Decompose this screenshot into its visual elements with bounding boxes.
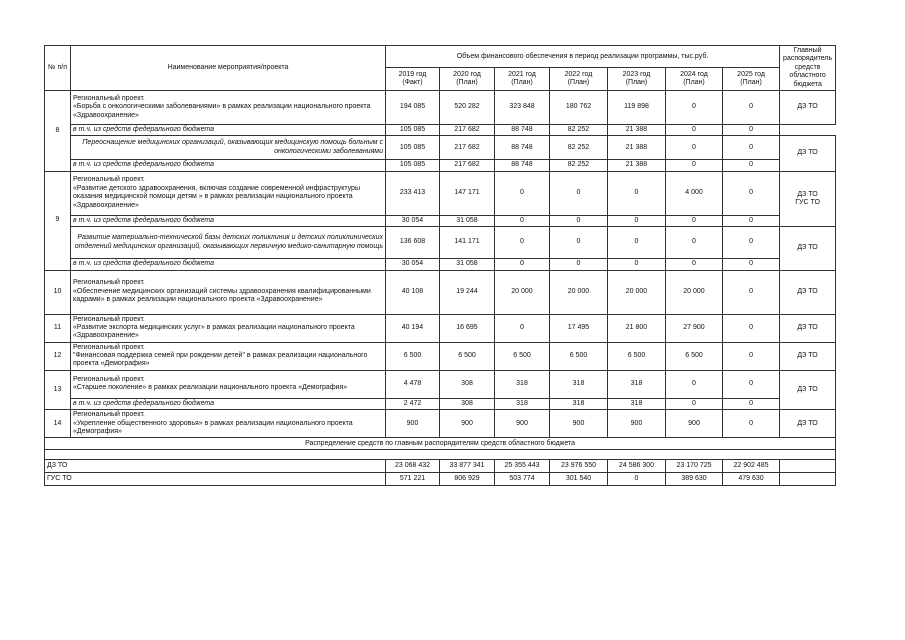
value-cell: 30 054: [386, 259, 440, 270]
distributor-cell: ДЗ ТО: [780, 270, 836, 314]
row-name: в т.ч. из средств федерального бюджета: [71, 124, 386, 135]
col-header-volume: Объем финансового обеспечения в период реализации программы, тыс.руб.: [386, 46, 780, 68]
value-cell: 0: [723, 160, 780, 171]
col-header-num: № п/п: [45, 46, 71, 91]
row-name: в т.ч. из средств федерального бюджета: [71, 398, 386, 409]
row-name: Региональный проект. "Финансовая поддержка семей при рождении детей" в рамках реализации национального проекта «Демография»: [71, 342, 386, 370]
value-cell: 0: [723, 314, 780, 342]
value-cell: 4 000: [666, 171, 723, 215]
value-cell: 318: [608, 398, 666, 409]
value-cell: 318: [495, 370, 550, 398]
value-cell: 40 194: [386, 314, 440, 342]
value-cell: 21 388: [608, 136, 666, 160]
year-label: 2022 год: [564, 70, 593, 78]
table-row: [45, 270, 836, 314]
value-cell: 20 000: [608, 270, 666, 314]
col-header-year: [386, 68, 440, 90]
value-cell: 900: [495, 410, 550, 438]
row-number: 12: [45, 342, 71, 370]
total-value: 806 929: [440, 473, 495, 486]
value-cell: 105 085: [386, 124, 440, 135]
total-value: 23 068 432: [386, 460, 440, 473]
row-name: Региональный проект. «Борьба с онкологическими заболеваниями» в рамках реализации национального проекта «Здравоохранение»: [71, 90, 386, 124]
value-cell: 217 682: [440, 160, 495, 171]
total-value: 571 221: [386, 473, 440, 486]
value-cell: 31 058: [440, 215, 495, 226]
total-value: 24 586 300: [608, 460, 666, 473]
year-label: 2024 год: [680, 70, 708, 78]
row-number: 11: [45, 314, 71, 342]
table-row: [45, 136, 836, 160]
year-type: (План): [511, 79, 533, 87]
row-number: 9: [45, 171, 71, 270]
table-row: [45, 398, 836, 409]
value-cell: 318: [608, 370, 666, 398]
table-row: [45, 450, 836, 460]
value-cell: 900: [608, 410, 666, 438]
col-header-year: [440, 68, 495, 90]
total-label: ГУС ТО: [45, 473, 386, 486]
value-cell: 20 000: [666, 270, 723, 314]
value-cell: 82 252: [550, 160, 608, 171]
value-cell: 0: [495, 314, 550, 342]
year-label: 2019 год: [398, 70, 427, 78]
value-cell: 0: [666, 136, 723, 160]
table-row: [45, 314, 836, 342]
table-row: [45, 473, 836, 486]
year-type: (План): [625, 79, 648, 87]
value-cell: 141 171: [440, 227, 495, 259]
value-cell: 217 682: [440, 124, 495, 135]
value-cell: 20 000: [495, 270, 550, 314]
value-cell: 0: [608, 171, 666, 215]
value-cell: 136 608: [386, 227, 440, 259]
value-cell: 323 848: [495, 90, 550, 124]
value-cell: 318: [550, 398, 608, 409]
value-cell: 0: [723, 124, 780, 135]
value-cell: 20 000: [550, 270, 608, 314]
value-cell: 900: [386, 410, 440, 438]
year-type: (Факт): [402, 79, 423, 87]
table-row: [45, 460, 836, 473]
value-cell: 6 500: [666, 342, 723, 370]
value-cell: 0: [550, 215, 608, 226]
row-name: в т.ч. из средств федерального бюджета: [71, 160, 386, 171]
distributor-cell: ДЗ ТО: [780, 227, 836, 270]
value-cell: 2 472: [386, 398, 440, 409]
value-cell: 0: [723, 259, 780, 270]
distributor-cell: ДЗ ТО: [780, 410, 836, 438]
row-name: в т.ч. из средств федерального бюджета: [71, 259, 386, 270]
distributor-cell: ДЗ ТО ГУС ТО: [780, 171, 836, 226]
row-name: Региональный проект. «Старшее поколение» в рамках реализации национального проекта «Демография»: [71, 370, 386, 398]
value-cell: 900: [550, 410, 608, 438]
value-cell: 6 500: [550, 342, 608, 370]
value-cell: 900: [666, 410, 723, 438]
value-cell: 0: [550, 227, 608, 259]
table-row: [45, 410, 836, 438]
value-cell: 0: [666, 215, 723, 226]
year-type: (План): [456, 79, 478, 87]
col-header-distributor: Главный распорядитель средств областного бюджета: [780, 46, 836, 91]
col-header-year: [608, 68, 666, 90]
total-empty: [780, 473, 836, 486]
budget-table: [44, 45, 836, 486]
value-cell: 6 500: [386, 342, 440, 370]
value-cell: 0: [495, 215, 550, 226]
total-value: 503 774: [495, 473, 550, 486]
value-cell: 0: [550, 259, 608, 270]
value-cell: 0: [666, 124, 723, 135]
total-value: 301 540: [550, 473, 608, 486]
value-cell: 0: [666, 227, 723, 259]
value-cell: 0: [666, 160, 723, 171]
value-cell: 21 800: [608, 314, 666, 342]
value-cell: 0: [723, 215, 780, 226]
row-number: 10: [45, 270, 71, 314]
total-value: 22 902 485: [723, 460, 780, 473]
value-cell: 6 500: [440, 342, 495, 370]
value-cell: 119 898: [608, 90, 666, 124]
value-cell: 900: [440, 410, 495, 438]
value-cell: 233 413: [386, 171, 440, 215]
value-cell: 31 058: [440, 259, 495, 270]
value-cell: 0: [608, 227, 666, 259]
distributor-cell: ДЗ ТО: [780, 342, 836, 370]
distribution-title: Распределение средств по главным распорядителям средств областного бюджета: [45, 438, 836, 450]
total-value: 23 170 725: [666, 460, 723, 473]
value-cell: 16 695: [440, 314, 495, 342]
value-cell: 0: [495, 259, 550, 270]
value-cell: 30 054: [386, 215, 440, 226]
value-cell: 180 762: [550, 90, 608, 124]
table-row: [45, 124, 836, 135]
table-row: [45, 215, 836, 226]
value-cell: 308: [440, 370, 495, 398]
table-row: [45, 259, 836, 270]
value-cell: 21 388: [608, 160, 666, 171]
row-name: Переоснащение медицинских организаций, оказывающих медицинскую помощь больным с онкологическими заболеваниями: [71, 136, 386, 160]
value-cell: 88 748: [495, 160, 550, 171]
row-name: Региональный проект. «Развитие экспорта медицинских услуг» в рамках реализации национального проекта «Здравоохранение»: [71, 314, 386, 342]
row-name: Региональный проект. «Обеспечение медицинских организаций системы здравоохранения квалифицированными кадрами» в рамках реализации национального проекта «Здравоохранение»: [71, 270, 386, 314]
table-row: [45, 227, 836, 259]
distributor-cell: ДЗ ТО: [780, 136, 836, 171]
row-number: 14: [45, 410, 71, 438]
distributor-cell: ДЗ ТО: [780, 370, 836, 409]
value-cell: 6 500: [608, 342, 666, 370]
value-cell: 88 748: [495, 124, 550, 135]
value-cell: 17 495: [550, 314, 608, 342]
value-cell: 0: [495, 227, 550, 259]
total-label: ДЗ ТО: [45, 460, 386, 473]
value-cell: 194 085: [386, 90, 440, 124]
table-row: [45, 160, 836, 171]
row-number: 8: [45, 90, 71, 171]
row-name: в т.ч. из средств федерального бюджета: [71, 215, 386, 226]
table-row: [45, 46, 836, 68]
row-name: Региональный проект. «Укрепление общественного здоровья» в рамках реализации национального проекта «Демография»: [71, 410, 386, 438]
col-header-year: [550, 68, 608, 90]
table-row: [45, 90, 836, 124]
value-cell: 27 900: [666, 314, 723, 342]
value-cell: 4 478: [386, 370, 440, 398]
table-row: [45, 370, 836, 398]
total-value: 23 976 550: [550, 460, 608, 473]
value-cell: 21 388: [608, 124, 666, 135]
value-cell: 6 500: [495, 342, 550, 370]
value-cell: 0: [666, 90, 723, 124]
value-cell: 0: [723, 171, 780, 215]
col-header-year: [495, 68, 550, 90]
value-cell: 0: [666, 259, 723, 270]
distributor-cell: ДЗ ТО: [780, 314, 836, 342]
value-cell: 0: [723, 227, 780, 259]
value-cell: 82 252: [550, 136, 608, 160]
distributor-cell: ДЗ ТО: [780, 90, 836, 124]
value-cell: 0: [666, 370, 723, 398]
year-label: 2025 год: [737, 70, 765, 78]
year-type: (План): [740, 79, 762, 87]
value-cell: 0: [550, 171, 608, 215]
year-label: 2020 год: [453, 70, 481, 78]
total-value: 25 355 443: [495, 460, 550, 473]
year-label: 2021 год: [508, 70, 536, 78]
value-cell: 0: [666, 398, 723, 409]
table-row: [45, 342, 836, 370]
value-cell: 0: [723, 136, 780, 160]
total-value: 389 630: [666, 473, 723, 486]
value-cell: 308: [440, 398, 495, 409]
value-cell: 217 682: [440, 136, 495, 160]
value-cell: 318: [550, 370, 608, 398]
year-type: (План): [683, 79, 705, 87]
year-type: (План): [567, 79, 590, 87]
total-value: 33 877 341: [440, 460, 495, 473]
value-cell: 105 085: [386, 160, 440, 171]
total-value: 479 630: [723, 473, 780, 486]
row-number: 13: [45, 370, 71, 409]
value-cell: 82 252: [550, 124, 608, 135]
value-cell: 0: [723, 270, 780, 314]
table-row: [45, 438, 836, 450]
value-cell: 19 244: [440, 270, 495, 314]
table-row: [45, 171, 836, 215]
value-cell: 0: [723, 398, 780, 409]
value-cell: 0: [723, 370, 780, 398]
row-name: Развитие материально-технической базы детских поликлиник и детских поликлинических отделений медицинских организаций, оказывающих первичную медико-санитарную помощь: [71, 227, 386, 259]
value-cell: 105 085: [386, 136, 440, 160]
total-empty: [780, 460, 836, 473]
value-cell: 0: [495, 171, 550, 215]
value-cell: 0: [723, 90, 780, 124]
col-header-year: [666, 68, 723, 90]
total-value: 0: [608, 473, 666, 486]
year-label: 2023 год: [622, 70, 651, 78]
value-cell: 88 748: [495, 136, 550, 160]
row-name: Региональный проект. «Развитие детского здравоохранения, включая создание современной инфраструктуры оказания медицинской помощи детям » в рамках реализации национального проекта «Здравоохранение»: [71, 171, 386, 215]
value-cell: 0: [723, 410, 780, 438]
value-cell: 0: [608, 259, 666, 270]
spacer-row: [45, 450, 836, 460]
value-cell: 520 282: [440, 90, 495, 124]
col-header-year: [723, 68, 780, 90]
value-cell: 147 171: [440, 171, 495, 215]
value-cell: 40 108: [386, 270, 440, 314]
value-cell: 0: [723, 342, 780, 370]
col-header-name: Наименование мероприятия/проекта: [71, 46, 386, 91]
value-cell: 318: [495, 398, 550, 409]
value-cell: 0: [608, 215, 666, 226]
